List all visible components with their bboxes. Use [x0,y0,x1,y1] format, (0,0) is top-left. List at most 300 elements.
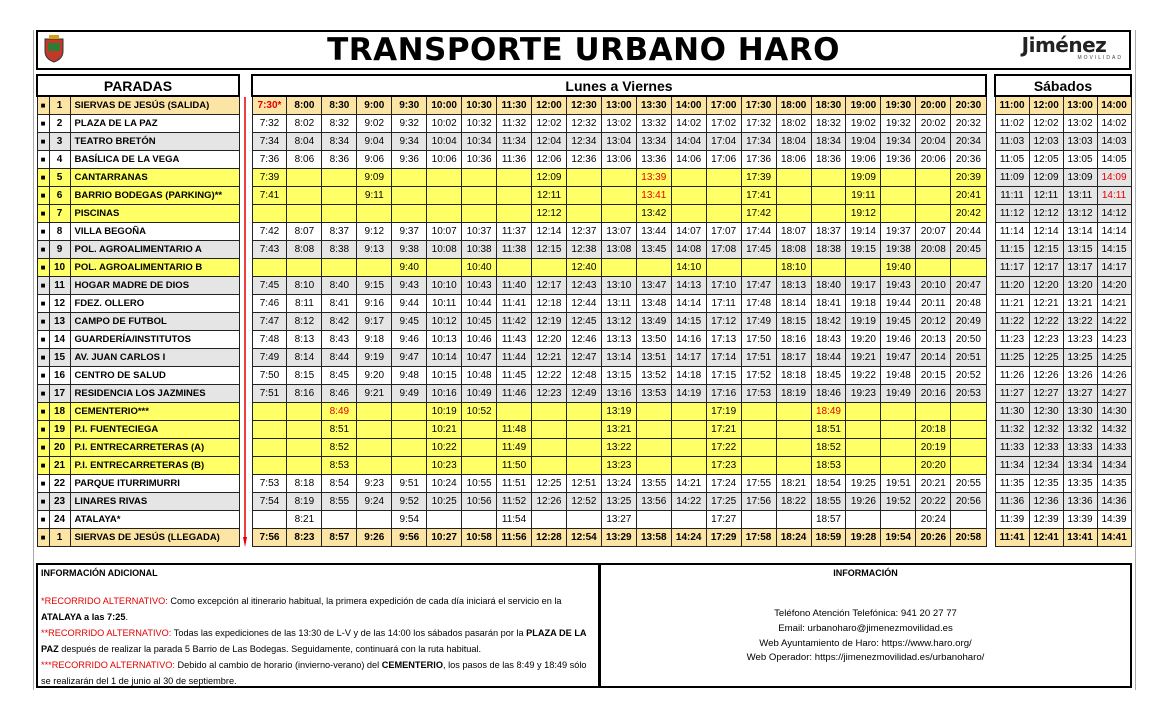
weekday-time-cell: 10:14 [427,349,462,367]
stop-name: LINARES RIVAS [70,493,239,511]
weekday-time-cell: 8:07 [287,223,322,241]
weekday-time-cell [881,511,916,529]
saturday-time-cell: 11:15 [995,241,1029,259]
saturday-time-cell: 11:41 [995,529,1029,547]
note-highlight: ATALAYA a las 7:25 [41,612,126,622]
weekday-time-cell: 18:59 [811,529,846,547]
weekday-time-cell: 12:22 [532,367,567,385]
weekday-time-cell [951,259,986,277]
weekday-time-cell: 13:12 [601,313,636,331]
stop-name: SIERVAS DE JESÚS (SALIDA) [70,96,239,115]
weekday-time-cell [566,439,601,457]
weekday-header: Lunes a Viernes [252,75,986,96]
weekday-time-cell: 8:32 [322,115,357,133]
weekday-time-cell: 9:17 [357,313,392,331]
weekday-time-cell [252,205,287,223]
weekday-time-cell: 20:41 [951,187,986,205]
weekday-time-cell: 8:11 [287,295,322,313]
weekday-time-cell: 20:00 [916,96,951,115]
additional-info-title: INFORMACIÓN ADICIONAL [41,568,158,578]
weekday-time-cell [601,205,636,223]
weekday-time-cell: 18:40 [811,277,846,295]
weekday-time-cell: 9:20 [357,367,392,385]
weekday-time-cell: 20:04 [916,133,951,151]
saturday-time-cell: 11:20 [995,277,1029,295]
saturday-row [995,133,1131,151]
stop-number: 13 [49,313,70,331]
weekday-time-cell [881,421,916,439]
note-text: Debido al cambio de horario (invierno-verano) del [174,660,382,670]
weekday-time-cell: 7:42 [252,223,287,241]
weekday-time-cell [741,511,776,529]
saturday-row [995,475,1131,493]
weekday-time-cell: 8:43 [322,331,357,349]
saturday-time-cell: 12:35 [1029,475,1063,493]
weekday-time-cell [532,259,567,277]
weekday-time-cell: 13:29 [601,529,636,547]
weekday-time-cell [741,457,776,475]
weekday-time-cell: 10:04 [427,133,462,151]
stop-number: 7 [49,205,70,223]
row-marker-icon: ■ [37,511,49,529]
weekday-time-cell: 9:46 [392,331,427,349]
weekday-time-cell: 17:08 [706,241,741,259]
saturday-time-cell: 11:33 [995,439,1029,457]
weekday-time-cell: 13:11 [601,295,636,313]
saturday-time-cell: 12:41 [1029,529,1063,547]
stop-row [37,403,239,421]
weekday-time-cell: 17:25 [706,493,741,511]
weekday-time-cell: 10:32 [462,115,497,133]
weekday-time-cell [392,457,427,475]
weekday-time-cell: 10:47 [462,349,497,367]
weekday-time-cell [322,511,357,529]
weekday-time-cell: 18:34 [811,133,846,151]
weekday-time-cell: 14:00 [671,96,706,115]
saturday-time-cell: 13:00 [1063,96,1097,115]
weekday-time-cell [462,439,497,457]
weekday-time-cell: 7:54 [252,493,287,511]
weekday-time-cell: 19:28 [846,529,881,547]
note-highlight: PLAZA DE LA PAZ [41,628,587,654]
weekday-time-cell [566,205,601,223]
saturday-time-cell: 11:05 [995,151,1029,169]
weekday-time-cell [916,403,951,421]
stop-name: TEATRO BRETÓN [70,133,239,151]
saturday-time-cell: 14:02 [1097,115,1131,133]
weekday-time-cell: 12:34 [566,133,601,151]
weekday-time-cell: 10:08 [427,241,462,259]
weekday-time-cell [671,205,706,223]
weekday-time-cell [916,169,951,187]
weekday-time-cell: 17:53 [741,385,776,403]
weekday-time-cell: 10:12 [427,313,462,331]
saturday-time-cell: 12:30 [1029,403,1063,421]
weekday-time-cell [462,169,497,187]
stop-number: 21 [49,457,70,475]
saturday-time-cell: 12:36 [1029,493,1063,511]
saturday-row [995,349,1131,367]
stop-name: RESIDENCIA LOS JAZMINES [70,385,239,403]
weekday-time-cell: 9:19 [357,349,392,367]
weekday-time-cell: 7:47 [252,313,287,331]
weekday-time-cell: 17:36 [741,151,776,169]
row-marker-icon: ■ [37,439,49,457]
weekday-time-cell: 19:43 [881,277,916,295]
weekday-time-cell: 7:46 [252,295,287,313]
stop-row [37,313,239,331]
weekday-time-cell: 20:34 [951,133,986,151]
stop-name: CEMENTERIO*** [70,403,239,421]
saturday-row [995,295,1131,313]
weekday-time-cell: 17:24 [706,475,741,493]
weekday-time-cell [427,511,462,529]
weekday-time-cell: 8:16 [287,385,322,403]
weekday-time-cell: 20:07 [916,223,951,241]
weekday-time-cell: 19:30 [881,96,916,115]
weekday-time-cell: 17:49 [741,313,776,331]
stop-number: 1 [49,96,70,115]
saturday-row [995,403,1131,421]
weekday-time-cell [916,205,951,223]
weekday-time-cell: 19:11 [846,187,881,205]
stop-name: PLAZA DE LA PAZ [70,115,239,133]
weekday-time-cell: 17:41 [741,187,776,205]
stop-name: ATALAYA* [70,511,239,529]
weekday-time-cell: 20:26 [916,529,951,547]
stop-number: 8 [49,223,70,241]
weekday-time-cell: 17:44 [741,223,776,241]
row-marker-icon: ■ [37,241,49,259]
saturday-time-cell: 11:23 [995,331,1029,349]
stop-name: AV. JUAN CARLOS I [70,349,239,367]
weekday-time-cell: 17:10 [706,277,741,295]
weekday-time-cell: 10:10 [427,277,462,295]
weekday-time-cell: 18:53 [811,457,846,475]
saturday-time-cell: 12:02 [1029,115,1063,133]
stop-row [37,475,239,493]
weekday-time-cell: 18:19 [776,385,811,403]
weekday-time-cell [357,511,392,529]
weekday-time-cell: 8:12 [287,313,322,331]
weekday-time-cell: 18:51 [811,421,846,439]
weekday-time-cell [392,187,427,205]
saturday-time-cell: 11:22 [995,313,1029,331]
weekday-time-cell: 17:30 [741,96,776,115]
weekday-time-cell: 12:28 [532,529,567,547]
weekday-time-cell [287,205,322,223]
saturday-time-cell: 13:41 [1063,529,1097,547]
weekday-time-cell [252,259,287,277]
weekday-time-cell: 14:17 [671,349,706,367]
weekday-time-cell: 10:52 [462,403,497,421]
weekday-row [252,493,986,511]
weekday-time-cell: 20:36 [951,151,986,169]
weekday-time-cell: 9:49 [392,385,427,403]
weekday-time-cell: 8:21 [287,511,322,529]
note-end: . [125,612,128,622]
weekday-time-cell [671,439,706,457]
weekday-time-cell: 11:52 [497,493,532,511]
row-marker-icon: ■ [37,385,49,403]
weekday-time-cell: 12:48 [566,367,601,385]
weekday-time-cell: 17:11 [706,295,741,313]
saturday-time-cell: 13:23 [1063,331,1097,349]
saturday-row [995,277,1131,295]
weekday-time-cell: 8:41 [322,295,357,313]
weekday-time-cell: 14:19 [671,385,706,403]
weekday-time-cell: 8:13 [287,331,322,349]
weekday-time-cell: 18:36 [811,151,846,169]
weekday-time-cell: 19:54 [881,529,916,547]
weekday-time-cell [636,259,671,277]
weekday-time-cell: 18:14 [776,295,811,313]
stop-number: 22 [49,475,70,493]
weekday-time-cell: 10:46 [462,331,497,349]
weekday-time-cell: 19:45 [881,313,916,331]
weekday-time-cell: 20:10 [916,277,951,295]
saturday-time-cell: 13:34 [1063,457,1097,475]
saturday-row [995,259,1131,277]
page-title: TRANSPORTE URBANO HARO [327,32,840,68]
stop-row [37,241,239,259]
weekday-time-cell: 13:30 [636,96,671,115]
saturday-time-cell: 11:32 [995,421,1029,439]
saturday-time-cell: 14:14 [1097,223,1131,241]
weekday-time-cell [951,421,986,439]
weekday-time-cell: 7:56 [252,529,287,547]
stop-number: 20 [49,439,70,457]
saturday-time-cell: 12:20 [1029,277,1063,295]
row-marker-icon: ■ [37,151,49,169]
weekday-time-cell: 8:44 [322,349,357,367]
weekday-time-cell: 19:23 [846,385,881,403]
contact-line: Web Ayuntamiento de Haro: https://www.haro.org/ [759,637,972,649]
weekday-time-cell [287,403,322,421]
additional-notes [41,593,596,689]
stop-row [37,295,239,313]
weekday-time-cell: 10:30 [462,96,497,115]
weekday-time-cell: 12:45 [566,313,601,331]
saturday-time-cell: 13:15 [1063,241,1097,259]
weekday-time-cell: 8:42 [322,313,357,331]
weekday-time-cell: 13:08 [601,241,636,259]
weekday-time-cell: 9:54 [392,511,427,529]
row-marker-icon: ■ [37,223,49,241]
logo-text: Jiménez [1021,33,1107,57]
weekday-time-cell: 10:06 [427,151,462,169]
weekday-row [252,187,986,205]
weekday-time-cell: 20:11 [916,295,951,313]
saturday-time-cell: 12:00 [1029,96,1063,115]
saturday-row [995,205,1131,223]
weekday-row [252,403,986,421]
weekday-time-cell: 17:14 [706,349,741,367]
weekday-time-cell [951,457,986,475]
weekday-time-cell: 11:42 [497,313,532,331]
weekday-time-cell: 19:22 [846,367,881,385]
weekday-time-cell: 9:44 [392,295,427,313]
weekday-time-cell: 12:36 [566,151,601,169]
weekday-time-cell: 12:00 [532,96,567,115]
stop-number: 14 [49,331,70,349]
weekday-time-cell [287,169,322,187]
weekday-time-cell [811,205,846,223]
weekday-time-cell: 17:12 [706,313,741,331]
weekday-row [252,331,986,349]
weekday-time-cell: 9:47 [392,349,427,367]
weekday-time-cell: 19:44 [881,295,916,313]
saturday-time-cell: 11:39 [995,511,1029,529]
weekday-time-cell: 17:29 [706,529,741,547]
weekday-row [252,205,986,223]
weekday-time-cell: 12:04 [532,133,567,151]
weekday-time-cell [497,187,532,205]
saturday-time-cell: 14:41 [1097,529,1131,547]
weekday-time-cell: 12:11 [532,187,567,205]
weekday-time-cell: 10:00 [427,96,462,115]
saturday-time-cell: 14:39 [1097,511,1131,529]
saturday-time-cell: 13:09 [1063,169,1097,187]
stop-row [37,151,239,169]
saturday-time-cell: 11:12 [995,205,1029,223]
weekday-time-cell: 9:12 [357,223,392,241]
stop-number: 16 [49,367,70,385]
weekday-time-cell: 17:56 [741,493,776,511]
weekday-time-cell: 17:04 [706,133,741,151]
weekday-time-cell: 17:21 [706,421,741,439]
stop-name: FDEZ. OLLERO [70,295,239,313]
stop-row [37,385,239,403]
weekday-time-cell: 8:54 [322,475,357,493]
weekday-time-cell: 19:36 [881,151,916,169]
weekday-time-cell [462,457,497,475]
weekday-time-cell: 17:50 [741,331,776,349]
saturday-time-cell: 14:22 [1097,313,1131,331]
weekday-time-cell: 13:10 [601,277,636,295]
stop-row [37,169,239,187]
saturday-row [995,96,1131,115]
weekday-time-cell: 20:02 [916,115,951,133]
weekday-time-cell: 13:36 [636,151,671,169]
weekday-time-cell: 13:07 [601,223,636,241]
weekday-time-cell: 9:00 [357,96,392,115]
stops-header: PARADAS [37,75,239,96]
saturday-time-cell: 13:36 [1063,493,1097,511]
weekday-time-cell [427,169,462,187]
contact-line: Web Operador: https://jimenezmovilidad.es/urbanoharo/ [746,652,985,664]
stop-number: 10 [49,259,70,277]
weekday-time-cell: 7:39 [252,169,287,187]
saturday-time-cell: 11:14 [995,223,1029,241]
weekday-time-cell: 7:36 [252,151,287,169]
weekday-time-cell: 13:04 [601,133,636,151]
saturday-timetable [994,74,1132,547]
weekday-time-cell: 7:48 [252,331,287,349]
weekday-row [252,475,986,493]
weekday-time-cell: 20:15 [916,367,951,385]
weekday-time-cell: 8:53 [322,457,357,475]
saturday-row [995,511,1131,529]
weekday-time-cell: 12:12 [532,205,567,223]
note-end: después de realizar la parada 5 Barrio de Las Bodegas. Seguidamente, continuará con la ruta habitual. [58,644,482,654]
weekday-time-cell [811,187,846,205]
weekday-time-cell: 18:57 [811,511,846,529]
stop-row [37,187,239,205]
weekday-time-cell: 10:27 [427,529,462,547]
weekday-time-cell: 19:14 [846,223,881,241]
stop-row [37,511,239,529]
weekday-time-cell: 12:09 [532,169,567,187]
weekday-time-cell [776,421,811,439]
saturday-time-cell: 13:11 [1063,187,1097,205]
weekday-time-cell [462,421,497,439]
weekday-time-cell: 12:38 [566,241,601,259]
weekday-time-cell [776,187,811,205]
weekday-row [252,529,986,547]
weekday-time-cell: 13:47 [636,277,671,295]
weekday-time-cell: 9:52 [392,493,427,511]
saturday-time-cell: 13:12 [1063,205,1097,223]
weekday-time-cell [566,169,601,187]
weekday-time-cell: 12:21 [532,349,567,367]
stop-number: 3 [49,133,70,151]
weekday-time-cell: 12:23 [532,385,567,403]
weekday-time-cell: 17:00 [706,96,741,115]
weekday-time-cell [566,421,601,439]
weekday-time-cell: 8:57 [322,529,357,547]
weekday-time-cell: 19:06 [846,151,881,169]
weekday-time-cell: 10:58 [462,529,497,547]
row-marker-icon: ■ [37,313,49,331]
weekday-time-cell: 18:45 [811,367,846,385]
weekday-time-cell [357,205,392,223]
weekday-time-cell [846,421,881,439]
weekday-time-cell: 7:53 [252,475,287,493]
weekday-time-cell [357,439,392,457]
stop-number: 9 [49,241,70,259]
weekday-time-cell [357,259,392,277]
weekday-time-cell [532,439,567,457]
stop-row [37,96,239,115]
row-marker-icon: ■ [37,277,49,295]
saturday-time-cell: 14:21 [1097,295,1131,313]
saturday-time-cell: 13:39 [1063,511,1097,529]
weekday-time-cell: 14:14 [671,295,706,313]
additional-note [41,657,596,689]
weekday-time-cell [497,205,532,223]
weekday-time-cell: 7:32 [252,115,287,133]
weekday-time-cell: 13:48 [636,295,671,313]
stop-number: 24 [49,511,70,529]
weekday-time-cell: 19:21 [846,349,881,367]
weekday-row [252,385,986,403]
weekday-time-cell: 12:37 [566,223,601,241]
note-marker: **RECORRIDO ALTERNATIVO: [41,628,172,638]
weekday-time-cell: 9:43 [392,277,427,295]
weekday-time-cell [741,259,776,277]
weekday-time-cell: 8:36 [322,151,357,169]
weekday-time-cell: 12:44 [566,295,601,313]
saturday-time-cell: 12:12 [1029,205,1063,223]
stop-name: P.I. ENTRECARRETERAS (B) [70,457,239,475]
row-marker-icon: ■ [37,205,49,223]
weekday-time-cell: 10:36 [462,151,497,169]
weekday-time-cell: 7:49 [252,349,287,367]
note-marker: *RECORRIDO ALTERNATIVO: [41,596,168,606]
weekday-time-cell: 17:22 [706,439,741,457]
weekday-time-cell [706,169,741,187]
